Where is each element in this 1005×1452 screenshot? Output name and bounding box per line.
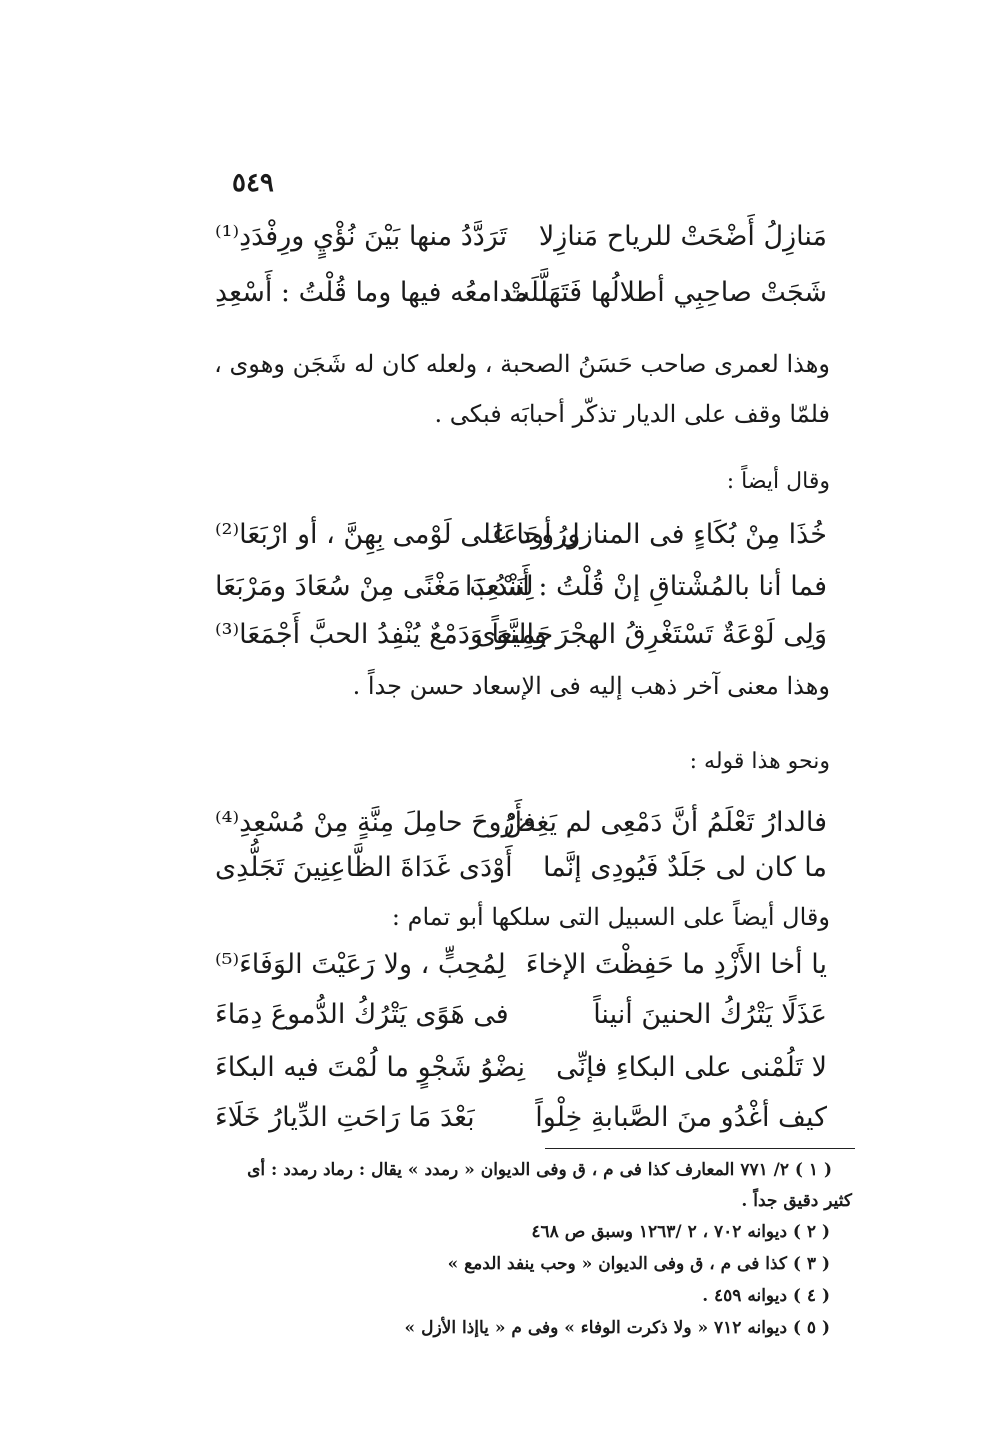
verse-first-hemistich: ما كان لى جَلَدٌ فَيُودِى إنَّما (542, 852, 827, 883)
verse-second-hemistich: ورُوحَا عَلى لَوْمى بِهِنَّ ، أو ارْبَعَا⁽²⁾ (215, 519, 581, 550)
footnote-5: ( ٥ ) ديوانه ٧١٢ « ولا ذكرت الوفاء » وفى م « ياإذا الأزل » (404, 1318, 830, 1338)
verse-line (215, 562, 827, 612)
verse-first-hemistich: لا تَلُمْنى على البكاءِ فإنِّى (556, 1052, 827, 1083)
verse-line (215, 1093, 827, 1143)
verse-first-hemistich: كيف أغْدُو منَ الصَّبابةِ خِلْواً (535, 1102, 827, 1133)
verse-line (215, 610, 827, 660)
prose-line: وقال أيضاً على السبيل التى سلكها أبو تمام : (391, 903, 830, 931)
verse-first-hemistich: يا أخا الأَزْدِ ما حَفِظْتَ الإخاءَ (525, 949, 827, 980)
verse-second-hemistich: مدامعُه فيها وما قُلْتُ : أَسْعِدِ (215, 277, 529, 308)
verse-first-hemistich: شَجَتْ صاحِبِي أطلالُها فَتَهَلَّلَتْ (504, 277, 827, 308)
verse-first-hemistich: خُذَا مِنْ بُكَاءٍ فى المنازل أودعَا (494, 519, 827, 550)
footnote-4: ( ٤ ) ديوانه ٤٥٩ . (702, 1286, 830, 1306)
verse-first-hemistich: عَذَلًا يَتْرُكُ الحنينَ أنيناً (593, 999, 827, 1030)
verse-intro: وقال أيضاً : (726, 469, 830, 494)
verse-line (215, 510, 827, 560)
footnote-2: ( ٢ ) ديوانه ٧٠٢ ، ٢ /١٢٦٣ وسبق ص ٤٦٨ (531, 1222, 830, 1242)
verse-line (215, 268, 827, 318)
prose-line: وهذا معنى آخر ذهب إليه فى الإسعاد حسن جداً . (352, 672, 830, 700)
verse-line (215, 843, 827, 893)
prose-line: وهذا لعمرى صاحب حَسَنُ الصحبة ، ولعله كان له شَجَن وهوى ، (214, 350, 830, 378)
verse-second-hemistich: أَوْدَى غَدَاةَ الظَّاعِنِينَ تَجَلُّدِى (215, 852, 513, 883)
footnote-1-continuation: كثير دقيق جداً . (741, 1191, 852, 1211)
verse-first-hemistich: فما أنا بالمُشْتاقِ إنْ قُلْتُ : أَسْعِدَا (464, 571, 827, 602)
verse-first-hemistich: وَلِى لَوْعَةٌ تَسْتَغْرِقُ الهجْرَ والنَّوَى (475, 619, 827, 650)
page-number: ٥٤٩ (232, 168, 274, 198)
footnote-3: ( ٣ ) كذا فى م ، ق وفى الديوان « وحب ينفد الدمع » (447, 1254, 830, 1274)
verse-first-hemistich: فالدارُ تَعْلَمُ أنَّ دَمْعِى لم يَغِضْ (503, 807, 827, 838)
verse-intro: ونحو هذا قوله : (689, 749, 830, 774)
verse-second-hemistich: نِضْوُ شَجْوٍ ما لُمْتَ فيه البكاءَ (215, 1052, 526, 1083)
footnote-divider (545, 1148, 855, 1149)
verse-line (215, 990, 827, 1040)
verse-line (215, 940, 827, 990)
verse-second-hemistich: جَمِيعاً وَدَمْعٌ يُنْفِدُ الحبَّ أَجْمَعَا⁽³⁾ (215, 619, 554, 650)
verse-second-hemistich: فى هَوًى يَتْرُكُ الدُّموعَ دِمَاءَ (215, 999, 509, 1030)
verse-second-hemistich: لِمُحِبٍّ ، ولا رَعَيْتَ الوَفَاءَ⁽⁵⁾ (215, 949, 506, 980)
verse-line (215, 212, 827, 262)
verse-first-hemistich: مَنازِلُ أَضْحَتْ للرياح مَنازِلا (538, 221, 827, 252)
verse-line (215, 798, 827, 848)
footnote-1: ( ١ ) ٢/ ٧٧١ المعارف كذا فى م ، ق وفى الديوان « رمدد » يقال : رماد رمدد : أى (247, 1160, 832, 1180)
verse-second-hemistich: تَرَدَّدُ منها بَيْنَ نُؤْيٍ ورِفْدَدِ⁽¹⁾ (215, 221, 508, 252)
verse-line (215, 1043, 827, 1093)
verse-second-hemistich: فأَرُوحَ حامِلَ مِنَّةٍ مِنْ مُسْعِدِ⁽⁴⁾ (215, 807, 536, 838)
verse-second-hemistich: بَعْدَ مَا رَاحَتِ الدِّيارُ خَلَاءَ (215, 1102, 475, 1133)
verse-second-hemistich: لِنَنْدُبَ مَغْنًى مِنْ سُعَادَ ومَرْبَعَا (215, 571, 534, 602)
prose-line: فلمّا وقف على الديار تذكّر أحبابَه فبكى . (434, 400, 830, 428)
